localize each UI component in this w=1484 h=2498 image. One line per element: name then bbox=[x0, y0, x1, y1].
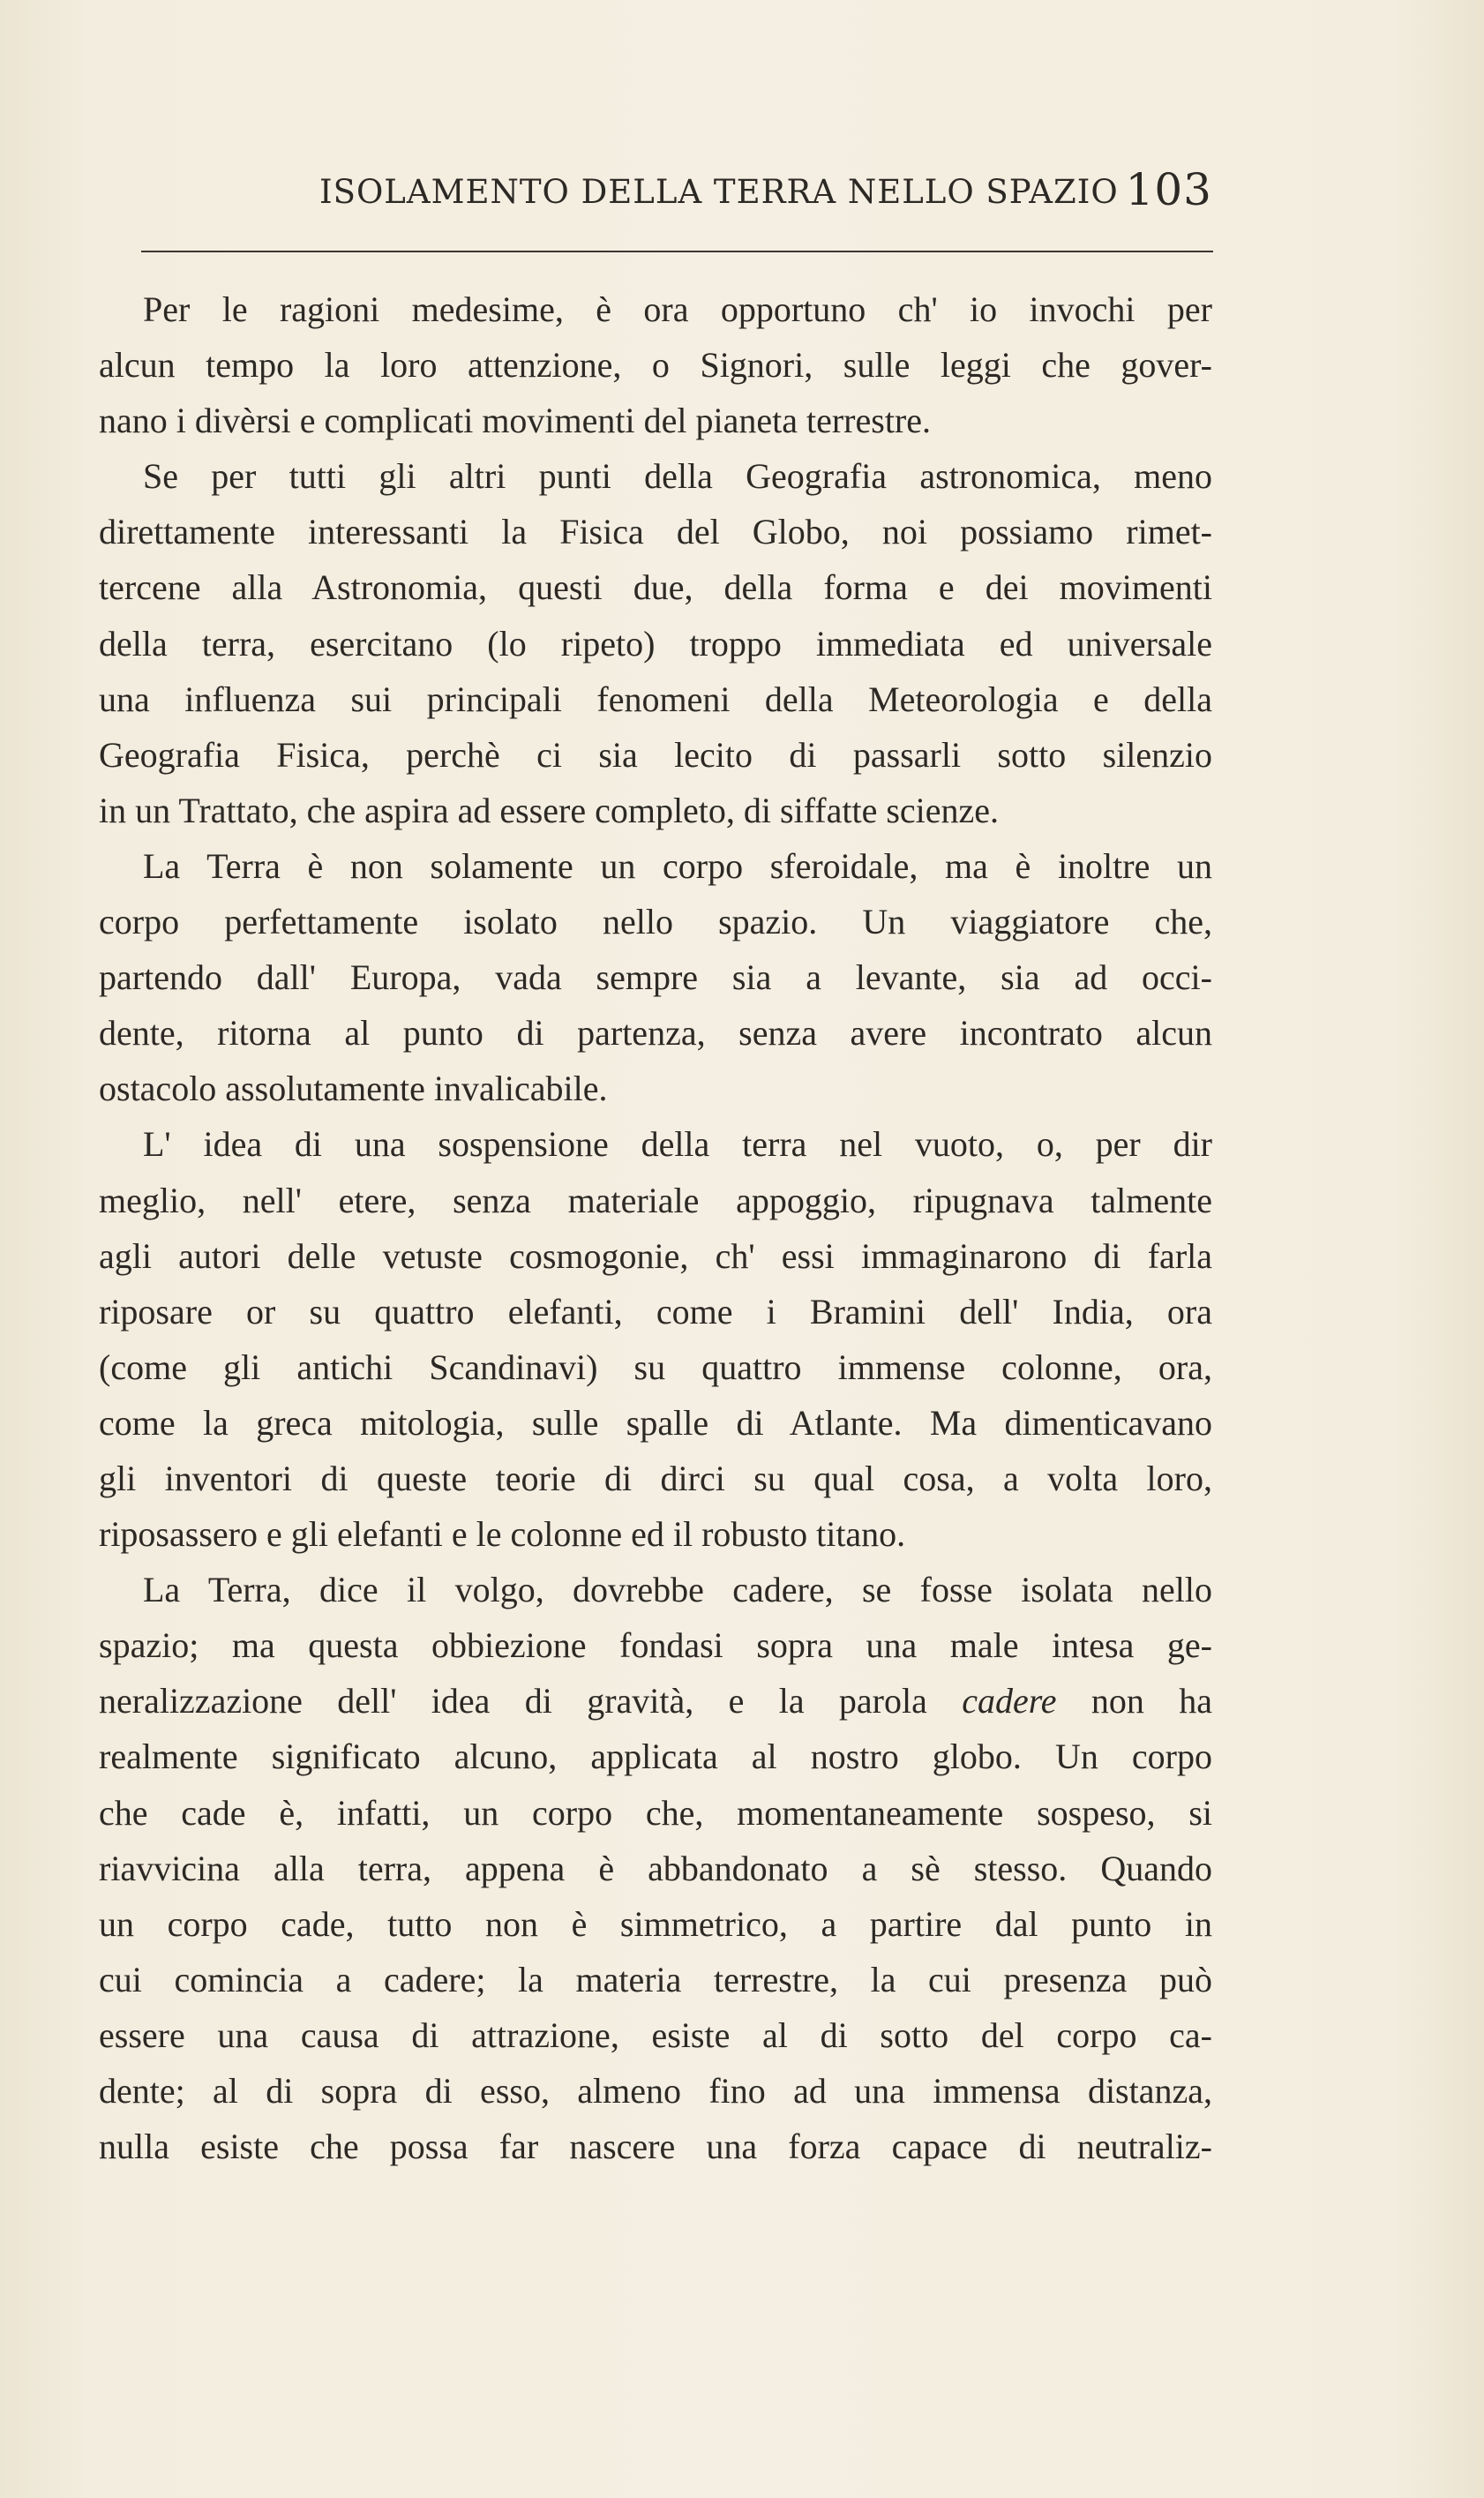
body-text bbox=[99, 281, 1212, 2174]
text-line: realmente significato alcuno, applicata al nostro globo. Un corpo bbox=[99, 1737, 1212, 1777]
text-line: nano i divèrsi e complicati movimenti del pianeta terrestre. bbox=[99, 401, 932, 441]
italic-word: cadere bbox=[962, 1681, 1057, 1722]
text-line: spazio; ma questa obbiezione fondasi sopra una male intesa ge- bbox=[99, 1625, 1212, 1666]
text-line: della terra, esercitano (lo ripeto) troppo immediata ed universale bbox=[99, 623, 1212, 664]
text-line: come la greca mitologia, sulle spalle di Atlante. Ma dimenticavano bbox=[99, 1402, 1212, 1443]
text-line: riposare or su quattro elefanti, come i Bramini dell' India, ora bbox=[99, 1291, 1212, 1332]
text-line: in un Trattato, che aspira ad essere completo, di siffatte scienze. bbox=[99, 790, 1000, 830]
text-line: dente; al di sopra di esso, almeno fino ad una immensa distanza, bbox=[99, 2071, 1212, 2111]
text-line: che cade è, infatti, un corpo che, momentaneamente sospeso, si bbox=[99, 1792, 1212, 1833]
text-line: agli autori delle vetuste cosmogonie, ch' essi immaginarono di farla bbox=[99, 1235, 1212, 1276]
text-line: Se per tutti gli altri punti della Geografia astronomica, meno bbox=[143, 456, 1212, 497]
text-line: Geografia Fisica, perchè ci sia lecito di passarli sotto silenzio bbox=[99, 734, 1212, 775]
text-line: tercene alla Astronomia, questi due, della forma e dei movimenti bbox=[99, 567, 1212, 608]
text-line: (come gli antichi Scandinavi) su quattro immense colonne, ora, bbox=[99, 1347, 1212, 1387]
text-line: partendo dall' Europa, vada sempre sia a levante, sia ad occi- bbox=[99, 957, 1212, 998]
text-line: riposassero e gli elefanti e le colonne ed il robusto titano. bbox=[99, 1514, 906, 1555]
text-line: La Terra, dice il volgo, dovrebbe cadere, se fosse isolata nello bbox=[143, 1570, 1212, 1610]
running-title: ISOLAMENTO DELLA TERRA NELLO SPAZIO bbox=[319, 173, 1119, 211]
text-line: dente, ritorna al punto di partenza, senza avere incontrato alcun bbox=[99, 1013, 1212, 1054]
text-line: ostacolo assolutamente invalicabile. bbox=[99, 1069, 608, 1109]
header-rule bbox=[141, 251, 1213, 252]
text-line: una influenza sui principali fenomeni della Meteorologia e della bbox=[99, 679, 1212, 719]
text-line: nulla esiste che possa far nascere una forza capace di neutraliz- bbox=[99, 2127, 1212, 2167]
text-line: Per le ragioni medesime, è ora opportuno ch' io invochi per bbox=[143, 289, 1212, 329]
page-number: 103 bbox=[1125, 164, 1212, 215]
text-line: un corpo cade, tutto non è simmetrico, a partire dal punto in bbox=[99, 1903, 1212, 1944]
running-head bbox=[99, 164, 1212, 221]
text-line bbox=[99, 1673, 1212, 1729]
text-line: alcun tempo la loro attenzione, o Signori, sulle leggi che gover- bbox=[99, 345, 1212, 386]
text-line: gli inventori di queste teorie di dirci su qual cosa, a volta loro, bbox=[99, 1458, 1212, 1498]
text-line: corpo perfettamente isolato nello spazio. Un viaggiatore che, bbox=[99, 902, 1212, 942]
text-line: riavvicina alla terra, appena è abbandonato a sè stesso. Quando bbox=[99, 1848, 1212, 1888]
text-line: essere una causa di attrazione, esiste al di sotto del corpo ca- bbox=[99, 2014, 1212, 2055]
text-line: L' idea di una sospensione della terra nel vuoto, o, per dir bbox=[143, 1124, 1212, 1165]
line-text: neralizzazione dell' idea di gravità, e la parola bbox=[99, 1681, 927, 1722]
text-line: La Terra è non solamente un corpo sferoidale, ma è inoltre un bbox=[143, 845, 1212, 886]
text-line: meglio, nell' etere, senza materiale appoggio, ripugnava talmente bbox=[99, 1180, 1212, 1220]
text-line: direttamente interessanti la Fisica del Globo, noi possiamo rimet- bbox=[99, 512, 1212, 552]
text-line: cui comincia a cadere; la materia terrestre, la cui presenza può bbox=[99, 1959, 1212, 1999]
line-text-after: non ha bbox=[1056, 1681, 1212, 1722]
